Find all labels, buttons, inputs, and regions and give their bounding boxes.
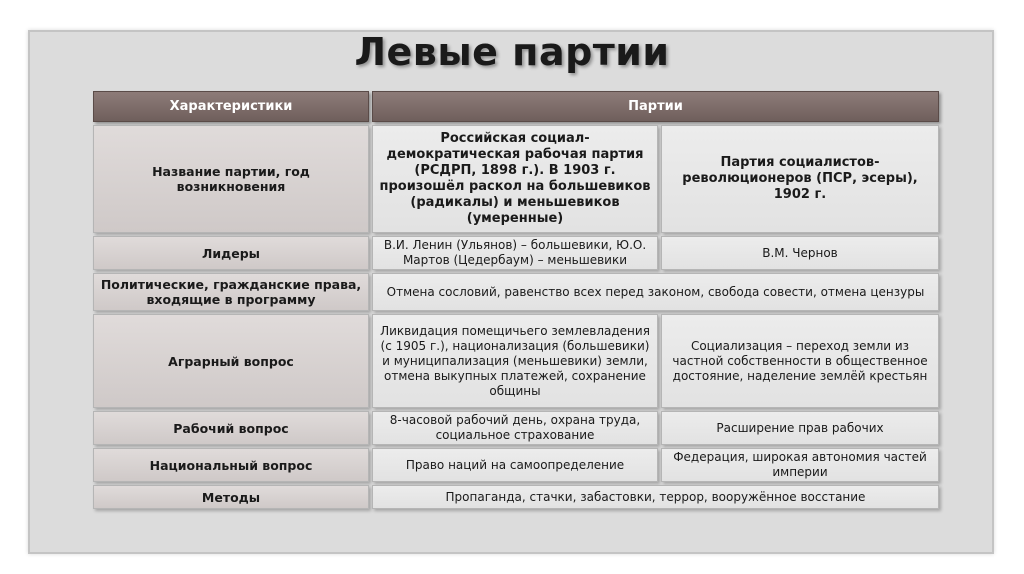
table-row <box>93 448 939 482</box>
row-label: Рабочий вопрос <box>93 411 369 445</box>
header-parties: Партии <box>372 91 939 122</box>
table-row <box>93 236 939 270</box>
psr-cell: Партия социалистов-революционеров (ПСР, эсеры), 1902 г. <box>661 125 939 233</box>
row-label: Методы <box>93 485 369 509</box>
table-row <box>93 314 939 408</box>
rsdrp-cell: Право наций на самоопределение <box>372 448 658 482</box>
row-label: Аграрный вопрос <box>93 314 369 408</box>
common-cell: Отмена сословий, равенство всех перед законом, свобода совести, отмена цензуры <box>372 273 939 311</box>
header-characteristics: Характеристики <box>93 91 369 122</box>
psr-cell: В.М. Чернов <box>661 236 939 270</box>
table-row <box>93 125 939 233</box>
table-row <box>93 273 939 311</box>
rsdrp-cell: В.И. Ленин (Ульянов) – большевики, Ю.О. Мартов (Цедербаум) – меньшевики <box>372 236 658 270</box>
psr-cell: Федерация, широкая автономия частей империи <box>661 448 939 482</box>
psr-cell: Социализация – переход земли из частной собственности в общественное достояние, наделение землёй крестьян <box>661 314 939 408</box>
row-label: Политические, гражданские права, входящие в программу <box>93 273 369 311</box>
rsdrp-cell: Российская социал-демократическая рабочая партия (РСДРП, 1898 г.). В 1903 г. произошёл раскол на большевиков (радикалы) и меньшевиков (умеренные) <box>372 125 658 233</box>
row-label: Национальный вопрос <box>93 448 369 482</box>
parties-table <box>90 88 942 512</box>
row-label: Лидеры <box>93 236 369 270</box>
row-label: Название партии, год возникновения <box>93 125 369 233</box>
rsdrp-cell: Ликвидация помещичьего землевладения (с 1905 г.), национализация (большевики) и муниципализация (меньшевики) земли, отмена выкупных платежей, сохранение общины <box>372 314 658 408</box>
rsdrp-cell: 8-часовой рабочий день, охрана труда, социальное страхование <box>372 411 658 445</box>
table-row <box>93 485 939 509</box>
slide-title: Левые партии <box>354 30 670 74</box>
common-cell: Пропаганда, стачки, забастовки, террор, вооружённое восстание <box>372 485 939 509</box>
table-header-row <box>93 91 939 122</box>
table-row <box>93 411 939 445</box>
psr-cell: Расширение прав рабочих <box>661 411 939 445</box>
